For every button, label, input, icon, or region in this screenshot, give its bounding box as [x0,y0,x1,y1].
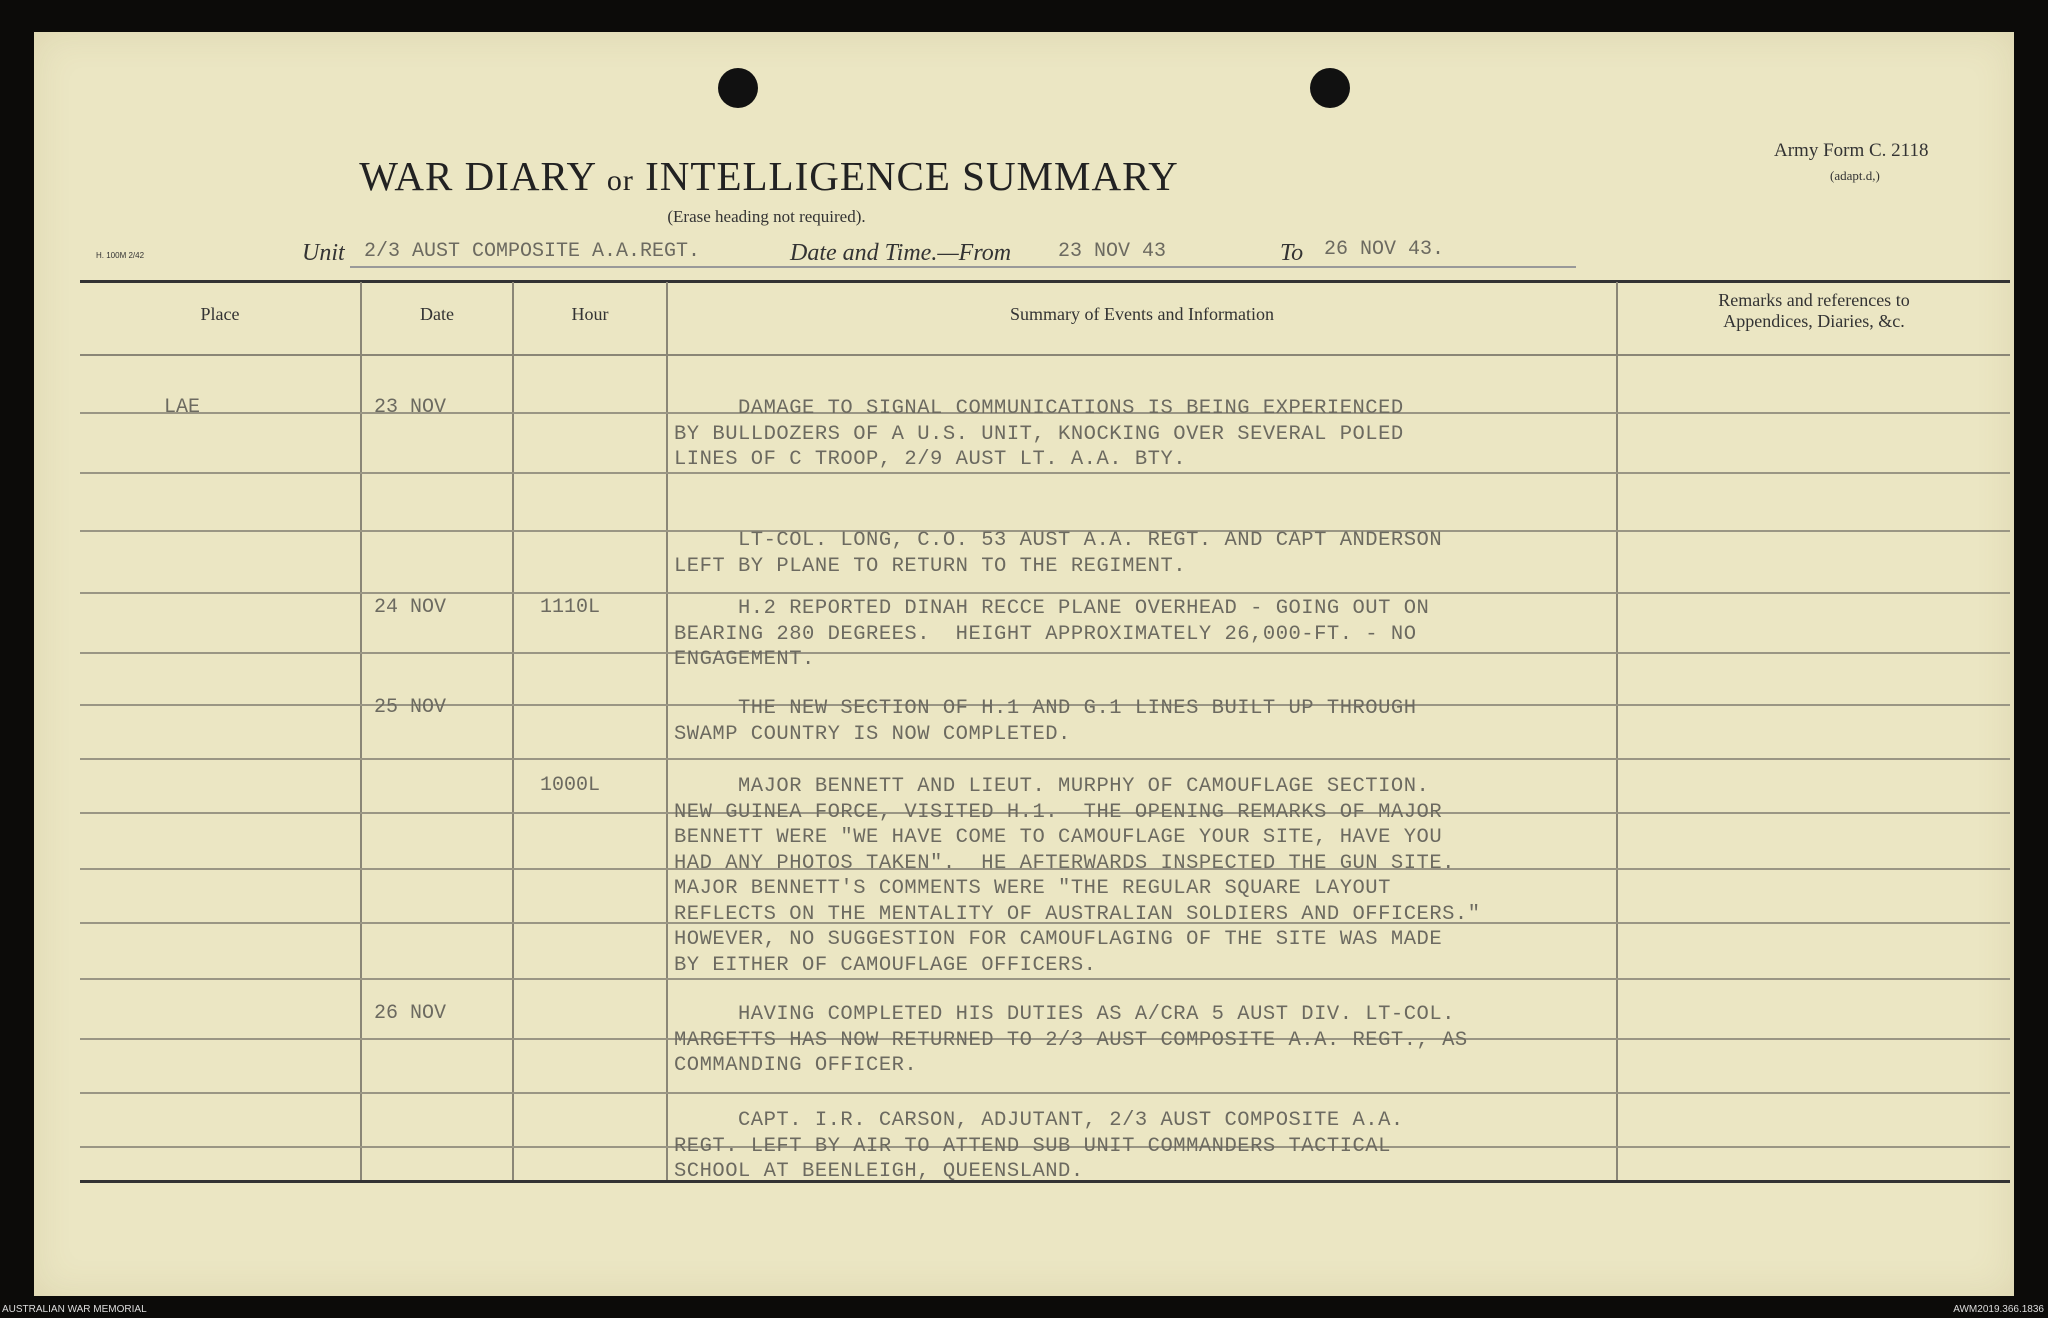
column-header-summary: Summary of Events and Information [1010,304,1274,324]
summary-line: BY BULLDOZERS OF A U.S. UNIT, KNOCKING OVER SEVERAL POLED [674,422,1404,446]
erase-note: (Erase heading not required). [667,207,866,226]
entry-hour: 1110L [540,596,601,619]
column-header-date: Date [420,304,454,324]
summary-line: CAPT. I.R. CARSON, ADJUTANT, 2/3 AUST COMPOSITE A.A. [674,1109,1404,1132]
unit-label: Unit [302,240,345,266]
army-form-adapted: (adapt.d,) [1830,168,1880,183]
column-header-remarks [1618,290,2010,332]
column-header-hour: Hour [571,304,609,324]
col-divider-place [360,282,362,1180]
summary-line: BY EITHER OF CAMOUFLAGE OFFICERS. [674,953,1097,977]
summary-line: LT-COL. LONG, C.O. 53 AUST A.A. REGT. AND CAPT ANDERSON [674,529,1443,552]
summary-line: LINES OF C TROOP, 2/9 AUST LT. A.A. BTY. [674,448,1187,471]
document-title: WAR DIARY or INTELLIGENCE SUMMARY [359,153,1179,199]
summary-line: H.2 REPORTED DINAH RECCE PLANE OVERHEAD - GOING OUT ON [674,597,1430,620]
summary-line: ENGAGEMENT. [674,648,815,671]
entry-date: 23 NOV [374,396,447,419]
to-label: To [1280,240,1304,266]
summary-line: REGT. LEFT BY AIR TO ATTEND SUB UNIT COMMANDERS TACTICAL [674,1134,1391,1158]
summary-line: SCHOOL AT BEENLEIGH, QUEENSLAND. [674,1160,1084,1183]
army-form-number: Army Form C. 2118 [1774,140,1929,161]
remarks-header-line2: Appendices, Diaries, &c. [1723,311,1905,331]
summary-line: COMMANDING OFFICER. [674,1054,918,1077]
column-header-place: Place [200,304,240,324]
col-divider-date [512,282,514,1180]
summary-line: DAMAGE TO SIGNAL COMMUNICATIONS IS BEING EXPERIENCED [674,397,1404,420]
table-top-rule [80,280,2010,283]
entry-summary [674,1108,1404,1185]
ruled-line [80,1092,2010,1094]
date-time-label: Date and Time.—From [790,240,1012,266]
footer-right: AWM2019.366.1836 [1953,1304,2044,1315]
entry-hour: 1000L [540,774,601,797]
ruled-line [80,592,2010,594]
summary-line: REFLECTS ON THE MENTALITY OF AUSTRALIAN SOLDIERS AND OFFICERS." [674,902,1481,926]
summary-line: HOWEVER, NO SUGGESTION FOR CAMOUFLAGING OF THE SITE WAS MADE [674,928,1443,951]
punch-hole-right [1310,68,1350,108]
summary-line: THE NEW SECTION OF H.1 AND G.1 LINES BUILT UP THROUGH [674,697,1417,720]
summary-line: MAJOR BENNETT'S COMMENTS WERE "THE REGULAR SQUARE LAYOUT [674,877,1391,900]
col-divider-summary [1616,282,1618,1180]
unit-value: 2/3 AUST COMPOSITE A.A.REGT. [364,240,701,263]
entry-date: 25 NOV [374,696,447,719]
summary-line: NEW GUINEA FORCE, VISITED H.1. THE OPENING REMARKS OF MAJOR [674,800,1443,824]
entry-summary [674,596,1429,673]
summary-line: MARGETTS HAS NOW RETURNED TO 2/3 AUST COMPOSITE A.A. REGT., AS [674,1028,1468,1052]
summary-line: SWAMP COUNTRY IS NOW COMPLETED. [674,722,1071,746]
header-bottom-rule [80,354,2010,356]
entry-summary [674,1002,1468,1079]
entry-date: 24 NOV [374,596,447,619]
col-divider-hour [666,282,668,1180]
summary-line: LEFT BY PLANE TO RETURN TO THE REGIMENT. [674,554,1187,578]
diary-sheet [34,32,2014,1296]
unit-underline [350,266,1576,268]
to-value: 26 NOV 43. [1324,238,1445,261]
remarks-header-line1: Remarks and references to [1718,290,1910,310]
entry-place: LAE [164,396,201,419]
entry-date: 26 NOV [374,1002,447,1025]
summary-line: HAD ANY PHOTOS TAKEN". HE AFTERWARDS INSPECTED THE GUN SITE. [674,851,1455,875]
entry-summary [674,774,1481,978]
summary-line: BEARING 280 DEGREES. HEIGHT APPROXIMATELY 26,000-FT. - NO [674,622,1417,646]
summary-line: HAVING COMPLETED HIS DUTIES AS A/CRA 5 AUST DIV. LT-COL. [674,1003,1455,1026]
entry-summary [674,396,1404,473]
entry-summary [674,696,1417,747]
from-value: 23 NOV 43 [1058,240,1167,263]
ruled-line [80,978,2010,980]
ruled-line [80,758,2010,760]
footer-left: AUSTRALIAN WAR MEMORIAL [2,1304,147,1315]
summary-line: BENNETT WERE "WE HAVE COME TO CAMOUFLAGE YOUR SITE, HAVE YOU [674,826,1443,849]
form-code: H. 100M 2/42 [96,251,145,260]
summary-line: MAJOR BENNETT AND LIEUT. MURPHY OF CAMOUFLAGE SECTION. [674,775,1430,798]
entry-summary [674,528,1442,579]
punch-hole-left [718,68,758,108]
